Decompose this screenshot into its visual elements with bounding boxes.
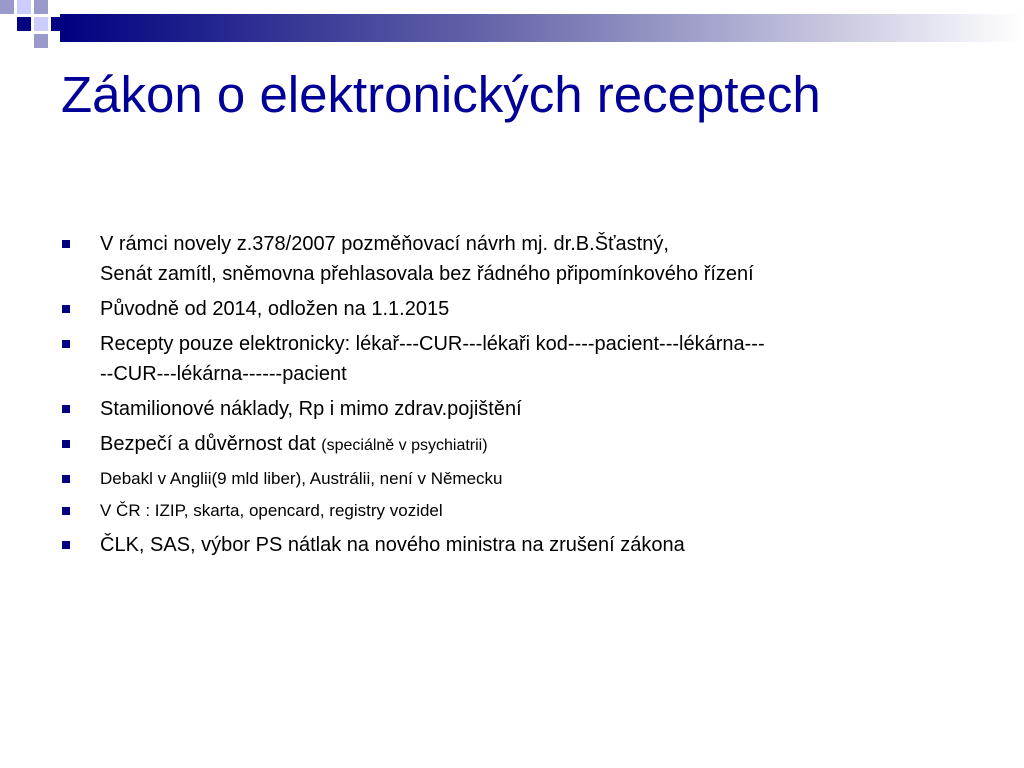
square-bullet-icon (62, 475, 70, 483)
square-bullet-icon (62, 405, 70, 413)
bullet-text: V ČR : IZIP, skarta, opencard, registry vozidel (100, 501, 443, 520)
square-bullet-icon (62, 240, 70, 248)
header-square (17, 0, 31, 14)
bullet-line (100, 429, 962, 461)
square-bullet-icon (62, 440, 70, 448)
bullet-text: Stamilionové náklady, Rp i mimo zdrav.pojištění (100, 398, 522, 420)
header-square (51, 17, 60, 31)
square-bullet-icon (62, 305, 70, 313)
bullet-item (62, 429, 962, 461)
header-square (0, 0, 14, 14)
bullet-list (62, 229, 962, 565)
header-square (34, 17, 48, 31)
bullet-item (62, 530, 962, 560)
slide-title: Zákon o elektronických receptech (61, 66, 821, 123)
square-bullet-icon (62, 340, 70, 348)
bullet-item (62, 394, 962, 424)
bullet-note: (speciálně v psychiatrii) (321, 437, 488, 454)
square-bullet-icon (62, 541, 70, 549)
header-square (34, 34, 48, 48)
header-square (17, 17, 31, 31)
bullet-text: --CUR---lékárna------pacient (100, 363, 347, 385)
bullet-text: Recepty pouze elektronicky: lékař---CUR---lékaři kod----pacient---lékárna--- (100, 333, 765, 355)
bullet-text: ČLK, SAS, výbor PS nátlak na nového ministra na zrušení zákona (100, 534, 685, 556)
header-decoration (0, 0, 1024, 50)
bullet-item (62, 498, 962, 524)
bullet-text: Debakl v Anglii(9 mld liber), Austrálii, není v Německu (100, 469, 503, 488)
header-square (34, 0, 48, 14)
bullet-item (62, 294, 962, 324)
bullet-text: V rámci novely z.378/2007 pozměňovací návrh mj. dr.B.Šťastný, (100, 233, 669, 255)
bullet-text: Bezpečí a důvěrnost dat (100, 433, 316, 455)
bullet-item (62, 329, 962, 389)
bullet-item (62, 229, 962, 289)
bullet-text: Původně od 2014, odložen na 1.1.2015 (100, 298, 450, 320)
bullet-text: Senát zamítl, sněmovna přehlasovala bez řádného připomínkového řízení (100, 263, 754, 285)
square-bullet-icon (62, 507, 70, 515)
bullet-item (62, 466, 962, 492)
header-gradient-bar (60, 14, 1024, 42)
